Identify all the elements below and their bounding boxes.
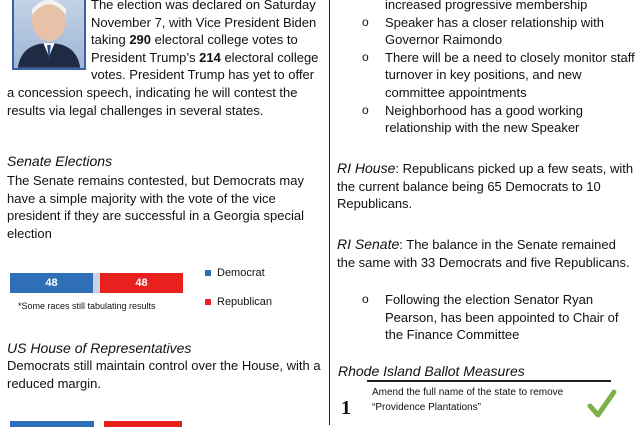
election-intro-paragraph: The election was declared on Saturday November 7, with Vice President Biden taking 290 electoral college votes to President Trump’s 214 electoral college votes. President Trump has yet to offer a concession speech, indicating he will contest the results via legal challenges in several states. (7, 0, 319, 118)
ballot-heading-underline (367, 380, 611, 382)
ri-senate-label: RI Senate (337, 236, 400, 252)
list-item: o Neighborhood has a good working relationship with the new Speaker (362, 102, 584, 136)
senate-elections-text: The Senate remains contested, but Democrats may have a simple majority with the vote of the vice president if they are successful in a Georgia special election (7, 173, 304, 241)
ballot-measure-text: Amend the full name of the state to remove “Providence Plantations” (372, 387, 564, 413)
bar-democrat (10, 273, 93, 293)
ballot-measures-heading: Rhode Island Ballot Measures (338, 363, 525, 379)
bar-undecided (93, 273, 100, 293)
ri-senate-paragraph: RI Senate: The balance in the Senate remained the same with 33 Democrats and five Republicans. (337, 236, 630, 270)
list-item: o Speaker has a closer relationship with Governor Raimondo (362, 14, 604, 48)
list-item: o Following the election Senator Ryan Pearson, has been appointed to Chair of the Finance Committee (362, 292, 619, 343)
chart-footnote: *Some races still tabulating results (18, 301, 156, 311)
house-bar-democrat (10, 421, 94, 427)
us-house-heading: US House of Representatives (7, 340, 192, 356)
house-bar-republican (104, 421, 182, 427)
column-divider (329, 0, 330, 425)
ballot-measure-number: 1 (341, 397, 351, 419)
legend-republican: Republican (205, 296, 272, 308)
ri-house-paragraph: RI House: Republicans picked up a few seats, with the current balance being 65 Democrats to 10 Republicans. (337, 160, 634, 212)
legend-swatch-republican (205, 299, 211, 305)
ri-house-label: RI House (337, 160, 396, 176)
bar-data-label: 48 (135, 277, 148, 289)
senate-bullet-list (335, 291, 635, 344)
legend-democrat: Democrat (205, 267, 265, 279)
bar-republican (100, 273, 183, 293)
legend-swatch-democrat (205, 270, 211, 276)
checkmark-icon (587, 388, 617, 420)
right-column (335, 0, 643, 425)
list-item: o There will be a need to closely monitor staff turnover in key positions, and new committee appointments (362, 49, 635, 100)
bar-data-label: 48 (45, 277, 58, 289)
trump-electoral-votes: 214 (199, 49, 221, 65)
biden-electoral-votes: 290 (129, 32, 152, 48)
us-house-text: Democrats still maintain control over the House, with a reduced margin. (7, 358, 321, 391)
top-bullet-list (335, 0, 635, 137)
list-item: increased progressive membership (385, 0, 588, 12)
senate-elections-heading: Senate Elections (7, 153, 113, 169)
